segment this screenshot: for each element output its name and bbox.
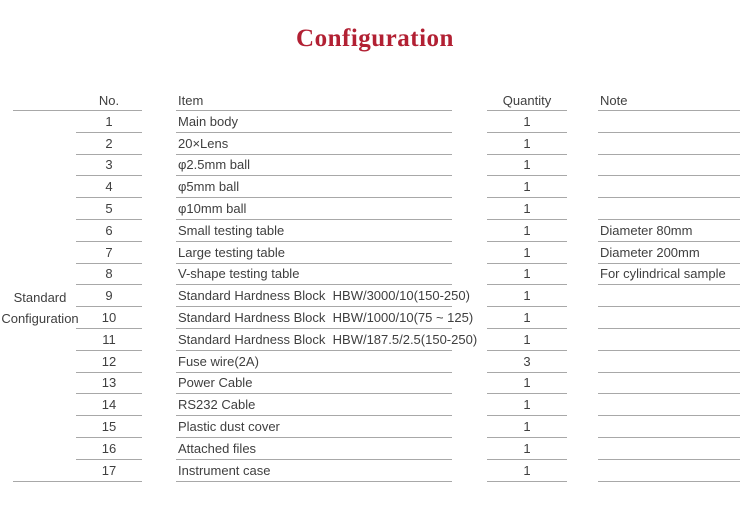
column-gap	[452, 373, 487, 395]
column-gap	[452, 416, 487, 438]
column-gap	[567, 394, 598, 416]
column-gap	[567, 416, 598, 438]
row-number-cell: 16	[76, 438, 142, 460]
row-item-cell: V-shape testing table	[176, 264, 452, 286]
row-number-cell: 6	[76, 220, 142, 242]
table-row	[13, 198, 740, 220]
row-quantity-cell: 1	[487, 307, 567, 329]
row-quantity-cell: 1	[487, 242, 567, 264]
column-gap	[452, 90, 487, 111]
column-header-note: Note	[598, 90, 740, 111]
column-gap	[567, 264, 598, 286]
row-side-spacer	[13, 438, 76, 460]
row-note-cell	[598, 133, 740, 155]
row-note-cell	[598, 394, 740, 416]
row-number-cell: 10	[76, 307, 142, 329]
column-gap	[142, 242, 176, 264]
row-item-cell: Large testing table	[176, 242, 452, 264]
row-quantity-cell: 1	[487, 329, 567, 351]
row-quantity-cell: 1	[487, 264, 567, 286]
column-gap	[142, 438, 176, 460]
column-gap	[142, 155, 176, 177]
column-gap	[567, 90, 598, 111]
table-row	[13, 264, 740, 286]
row-note-cell	[598, 438, 740, 460]
table-row	[13, 111, 740, 133]
row-number-cell: 1	[76, 111, 142, 133]
row-note-cell: Diameter 80mm	[598, 220, 740, 242]
row-quantity-cell: 1	[487, 460, 567, 482]
column-gap	[452, 198, 487, 220]
row-side-spacer	[13, 242, 76, 264]
row-number-cell: 13	[76, 373, 142, 395]
column-gap	[452, 394, 487, 416]
row-side-spacer	[13, 264, 76, 286]
column-gap	[452, 220, 487, 242]
side-label: Standard Configuration	[1, 290, 79, 326]
column-gap	[567, 155, 598, 177]
row-side-spacer	[13, 220, 76, 242]
row-item-cell: Attached files	[176, 438, 452, 460]
table-row	[13, 329, 740, 351]
column-gap	[142, 351, 176, 373]
column-gap	[142, 460, 176, 482]
table-row	[13, 307, 740, 329]
column-gap	[452, 460, 487, 482]
column-gap	[567, 329, 598, 351]
row-side-spacer	[13, 373, 76, 395]
column-gap	[567, 460, 598, 482]
column-gap	[567, 198, 598, 220]
column-gap	[142, 285, 176, 307]
column-gap	[567, 438, 598, 460]
column-gap	[142, 111, 176, 133]
table-row	[13, 373, 740, 395]
row-item-cell: RS232 Cable	[176, 394, 452, 416]
column-gap	[142, 394, 176, 416]
row-quantity-cell: 1	[487, 155, 567, 177]
column-gap	[452, 264, 487, 286]
table-header-row	[13, 90, 740, 111]
table-row	[13, 416, 740, 438]
row-item-cell: Small testing table	[176, 220, 452, 242]
column-gap	[452, 329, 487, 351]
column-header-quantity: Quantity	[487, 90, 567, 111]
column-gap	[142, 90, 176, 111]
row-item-cell: Main body	[176, 111, 452, 133]
row-item-cell: φ2.5mm ball	[176, 155, 452, 177]
row-quantity-cell: 1	[487, 111, 567, 133]
column-gap	[567, 242, 598, 264]
row-note-cell	[598, 307, 740, 329]
row-item-cell: φ10mm ball	[176, 198, 452, 220]
row-quantity-cell: 3	[487, 351, 567, 373]
row-item-cell: φ5mm ball	[176, 176, 452, 198]
row-number-cell: 14	[76, 394, 142, 416]
row-side-spacer	[13, 198, 76, 220]
row-side-spacer	[13, 111, 76, 133]
row-note-cell: Diameter 200mm	[598, 242, 740, 264]
row-note-cell: For cylindrical sample	[598, 264, 740, 286]
table-row	[13, 438, 740, 460]
column-gap	[452, 111, 487, 133]
row-side-spacer	[13, 351, 76, 373]
table-row	[13, 394, 740, 416]
column-gap	[567, 351, 598, 373]
row-note-cell	[598, 329, 740, 351]
column-gap	[567, 176, 598, 198]
column-gap	[452, 155, 487, 177]
row-note-cell	[598, 155, 740, 177]
row-note-cell	[598, 198, 740, 220]
row-item-cell: Instrument case	[176, 460, 452, 482]
column-gap	[452, 438, 487, 460]
row-side-spacer	[13, 133, 76, 155]
table-row	[13, 176, 740, 198]
row-item-cell: Plastic dust cover	[176, 416, 452, 438]
table-row	[13, 133, 740, 155]
row-number-cell: 5	[76, 198, 142, 220]
row-number-cell: 7	[76, 242, 142, 264]
row-item-cell: Standard Hardness Block HBW/3000/10(150-250)	[176, 285, 452, 307]
column-gap	[567, 133, 598, 155]
column-gap	[452, 307, 487, 329]
column-gap	[567, 373, 598, 395]
table-row	[13, 285, 740, 307]
row-item-cell: Standard Hardness Block HBW/1000/10(75 ~ 125)	[176, 307, 452, 329]
row-quantity-cell: 1	[487, 220, 567, 242]
column-gap	[567, 307, 598, 329]
row-item-cell: Standard Hardness Block HBW/187.5/2.5(150-250)	[176, 329, 452, 351]
column-gap	[567, 111, 598, 133]
table-row	[13, 460, 740, 482]
column-gap	[452, 351, 487, 373]
column-gap	[567, 285, 598, 307]
row-quantity-cell: 1	[487, 285, 567, 307]
row-quantity-cell: 1	[487, 133, 567, 155]
column-gap	[142, 329, 176, 351]
column-gap	[142, 264, 176, 286]
row-side-spacer	[13, 460, 76, 482]
row-side-spacer	[13, 416, 76, 438]
column-gap	[142, 133, 176, 155]
row-quantity-cell: 1	[487, 438, 567, 460]
row-item-cell: Fuse wire(2A)	[176, 351, 452, 373]
row-quantity-cell: 1	[487, 394, 567, 416]
table-row	[13, 351, 740, 373]
row-number-cell: 12	[76, 351, 142, 373]
page-title: Configuration	[296, 25, 454, 52]
column-gap	[452, 176, 487, 198]
column-gap	[452, 133, 487, 155]
column-gap	[567, 220, 598, 242]
row-quantity-cell: 1	[487, 198, 567, 220]
row-number-cell: 2	[76, 133, 142, 155]
row-note-cell	[598, 460, 740, 482]
row-side-spacer	[13, 329, 76, 351]
row-number-cell: 15	[76, 416, 142, 438]
row-number-cell: 11	[76, 329, 142, 351]
row-note-cell	[598, 351, 740, 373]
row-note-cell	[598, 111, 740, 133]
table-row	[13, 155, 740, 177]
column-gap	[452, 285, 487, 307]
column-gap	[142, 176, 176, 198]
column-header-item: Item	[176, 90, 452, 111]
column-gap	[142, 220, 176, 242]
row-note-cell	[598, 176, 740, 198]
column-gap	[142, 307, 176, 329]
row-number-cell: 4	[76, 176, 142, 198]
row-item-cell: Power Cable	[176, 373, 452, 395]
row-side-spacer	[13, 176, 76, 198]
row-number-cell: 17	[76, 460, 142, 482]
configuration-table	[1, 90, 740, 482]
header-side-spacer	[13, 90, 76, 111]
row-number-cell: 9	[76, 285, 142, 307]
row-note-cell	[598, 373, 740, 395]
row-side-spacer	[13, 394, 76, 416]
row-quantity-cell: 1	[487, 416, 567, 438]
table-body	[13, 111, 740, 482]
row-quantity-cell: 1	[487, 176, 567, 198]
row-number-cell: 3	[76, 155, 142, 177]
column-gap	[142, 416, 176, 438]
row-note-cell	[598, 285, 740, 307]
column-header-no: No.	[76, 90, 142, 111]
column-gap	[142, 198, 176, 220]
column-gap	[452, 242, 487, 264]
column-gap	[142, 373, 176, 395]
table-row	[13, 242, 740, 264]
row-number-cell: 8	[76, 264, 142, 286]
row-quantity-cell: 1	[487, 373, 567, 395]
table-row	[13, 220, 740, 242]
row-side-spacer	[13, 155, 76, 177]
row-item-cell: 20×Lens	[176, 133, 452, 155]
row-note-cell	[598, 416, 740, 438]
